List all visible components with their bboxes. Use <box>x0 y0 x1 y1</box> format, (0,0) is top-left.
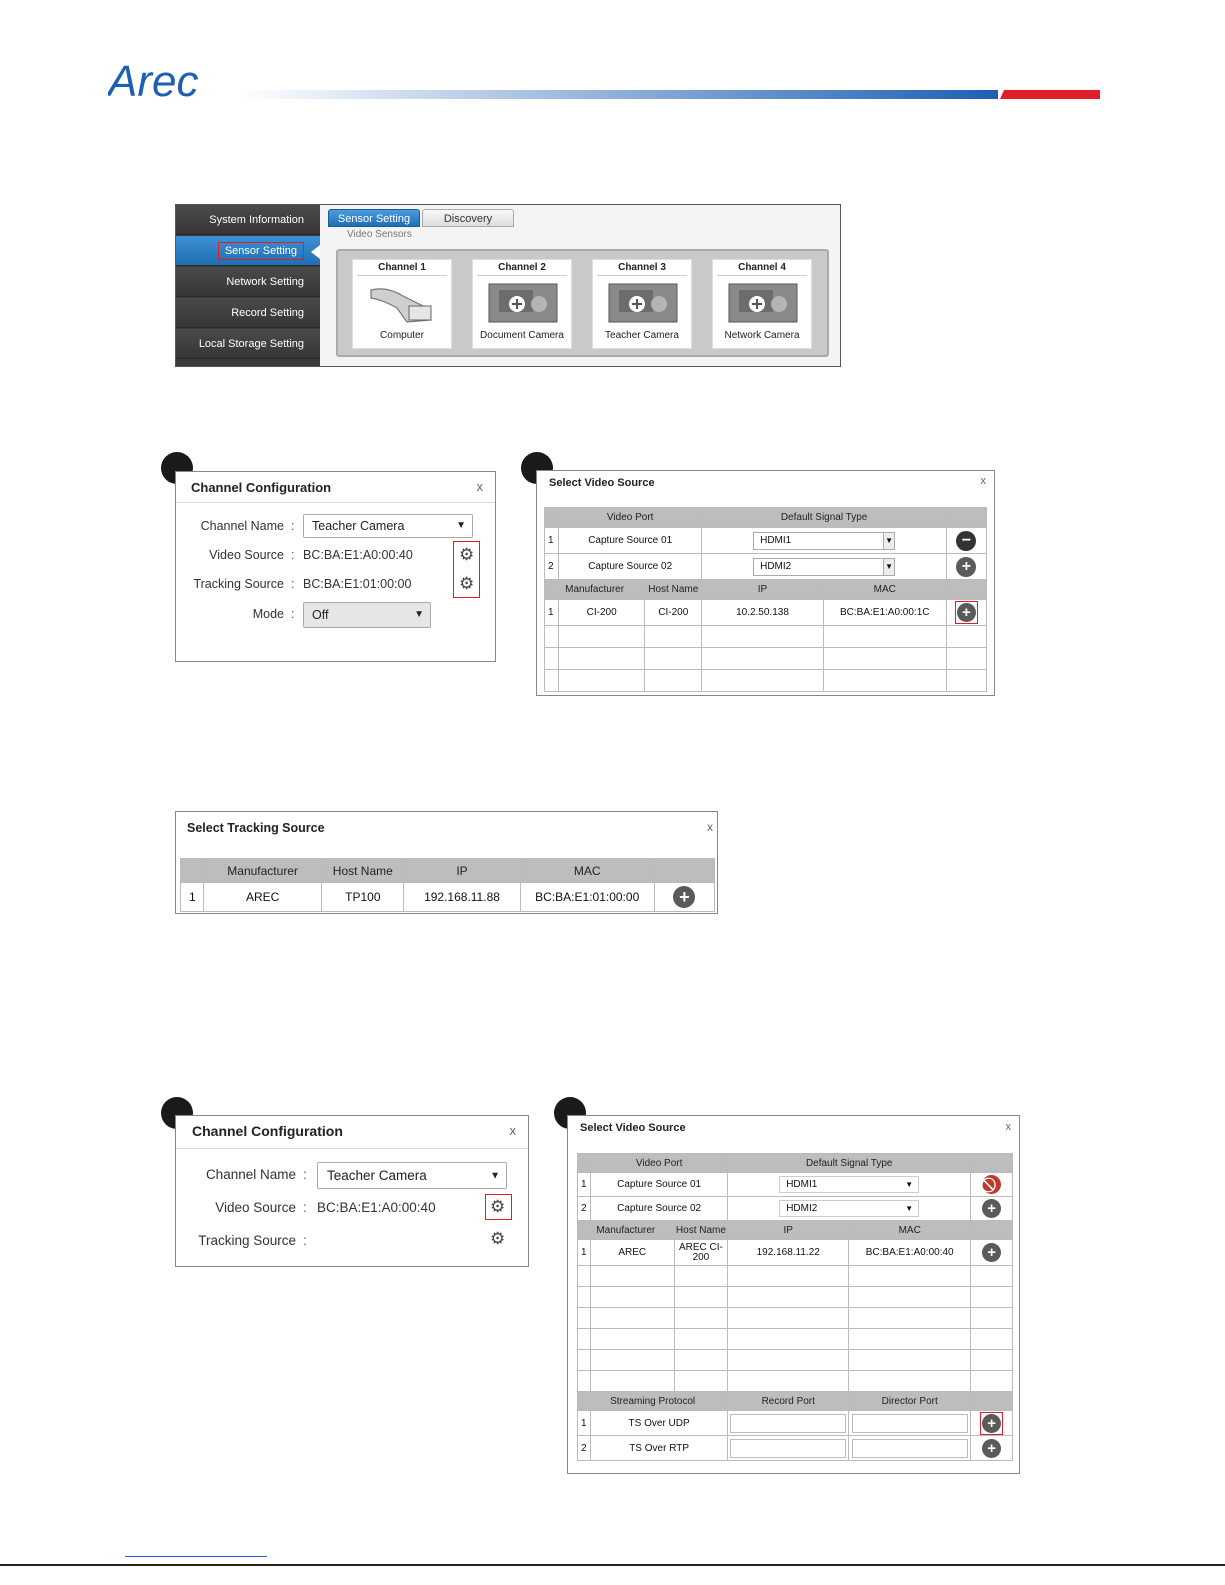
channel-label: Network Camera <box>724 330 800 341</box>
header-host-name: Host Name <box>322 859 404 883</box>
table-row <box>545 528 987 554</box>
add-icon[interactable]: + <box>673 886 695 908</box>
video-source-gear-icon[interactable]: ⚙ <box>459 545 475 564</box>
manufacturer-cell: AREC <box>590 1240 674 1266</box>
table-row <box>578 1436 1013 1461</box>
header-index <box>578 1154 591 1173</box>
dialog-title: Channel Configuration <box>191 480 332 495</box>
close-button[interactable]: x <box>980 475 986 487</box>
add-icon[interactable]: + <box>982 1414 1001 1433</box>
close-button[interactable]: x <box>509 1123 516 1138</box>
colon: : <box>291 548 295 562</box>
channel-name-label: Channel Name <box>205 1167 296 1182</box>
mode-select[interactable]: Off ▼ <box>303 602 431 628</box>
mac-cell: BC:BA:E1:A0:00:40 <box>849 1240 971 1266</box>
tracking-source-gear-icon[interactable]: ⚙ <box>459 574 475 593</box>
video-sensors-group <box>336 249 829 357</box>
header-action <box>654 859 714 883</box>
colon: : <box>291 577 295 591</box>
header-action <box>946 508 986 528</box>
channel-title: Channel 1 <box>378 262 426 273</box>
video-source-label: Video Source <box>215 1200 296 1215</box>
channel-configuration-dialog <box>175 1115 529 1267</box>
header-mac: MAC <box>823 580 946 600</box>
highlight-box <box>955 601 978 624</box>
tracking-source-gear-icon[interactable]: ⚙ <box>490 1229 506 1248</box>
tracking-source-label: Tracking Source <box>193 577 284 591</box>
header-mac: MAC <box>849 1221 971 1240</box>
add-camera-icon <box>487 282 559 324</box>
header-action <box>971 1392 1013 1411</box>
tracking-source-value: BC:BA:E1:01:00:00 <box>303 577 412 591</box>
row-index: 1 <box>578 1411 591 1436</box>
ip-cell: 192.168.11.88 <box>404 883 520 912</box>
director-port-input[interactable] <box>852 1414 968 1433</box>
table-row <box>578 1173 1013 1197</box>
host-name-cell: CI-200 <box>645 600 702 626</box>
add-camera-icon <box>727 282 799 324</box>
video-source-gear-icon[interactable]: ⚙ <box>490 1197 506 1216</box>
manufacturer-cell: CI-200 <box>559 600 645 626</box>
caret-down-icon: ▼ <box>414 609 424 620</box>
footer-rule <box>0 1564 1225 1566</box>
colon: : <box>303 1200 307 1215</box>
row-index: 2 <box>545 554 559 580</box>
channel-3-card[interactable] <box>592 259 692 349</box>
header-streaming-protocol: Streaming Protocol <box>578 1392 728 1411</box>
header-gradient-bar <box>240 90 1100 99</box>
sidebar-item-system-information[interactable]: System Information <box>176 205 320 235</box>
remove-icon[interactable]: − <box>956 531 976 551</box>
row-index: 1 <box>578 1173 591 1197</box>
video-port-name: Capture Source 02 <box>559 554 702 580</box>
table-row <box>181 883 715 912</box>
channel-name-select[interactable]: Teacher Camera ▼ <box>303 514 473 538</box>
streaming-protocol-cell: TS Over RTP <box>590 1436 727 1461</box>
sidebar-item-local-storage-setting[interactable]: Local Storage Setting <box>176 329 320 359</box>
dialog-title: Select Video Source <box>580 1122 686 1134</box>
manufacturer-cell: AREC <box>204 883 322 912</box>
header-action <box>946 580 986 600</box>
header-video-port: Video Port <box>559 508 702 528</box>
table-row <box>545 600 987 626</box>
video-source-value: BC:BA:E1:A0:00:40 <box>303 548 413 562</box>
header-record-port: Record Port <box>728 1392 849 1411</box>
tab-sensor-setting[interactable]: Sensor Setting <box>328 209 420 227</box>
record-port-input[interactable] <box>730 1439 846 1458</box>
host-name-cell: AREC CI-200 <box>674 1240 728 1266</box>
header-index <box>545 508 559 528</box>
signal-type-select[interactable]: HDMI2 ▼ <box>779 1200 919 1217</box>
ip-cell: 10.2.50.138 <box>702 600 823 626</box>
channel-label: Document Camera <box>480 330 564 341</box>
close-button[interactable]: x <box>707 820 713 834</box>
add-camera-icon <box>607 282 679 324</box>
header-manufacturer: Manufacturer <box>545 580 645 600</box>
header-director-port: Director Port <box>849 1392 971 1411</box>
header-ip: IP <box>702 580 823 600</box>
video-sensors-label: Video Sensors <box>344 229 415 240</box>
channel-1-card[interactable] <box>352 259 452 349</box>
table-row <box>578 1411 1013 1436</box>
video-port-name: Capture Source 02 <box>590 1197 727 1221</box>
ip-cell: 192.168.11.22 <box>728 1240 849 1266</box>
channel-title: Channel 4 <box>738 262 786 273</box>
channel-title: Channel 3 <box>618 262 666 273</box>
row-index: 1 <box>578 1240 591 1266</box>
channel-label: Teacher Camera <box>605 330 679 341</box>
dialog-title: Select Video Source <box>549 477 655 489</box>
row-index: 1 <box>545 600 559 626</box>
add-icon[interactable]: + <box>982 1439 1001 1458</box>
video-source-value: BC:BA:E1:A0:00:40 <box>317 1200 436 1215</box>
channel-name-label: Channel Name <box>200 519 284 533</box>
mac-cell: BC:BA:E1:A0:00:1C <box>823 600 946 626</box>
caret-down-icon: ▼ <box>490 1170 500 1181</box>
video-port-name: Capture Source 01 <box>590 1173 727 1197</box>
close-button[interactable]: x <box>1005 1121 1011 1133</box>
colon: : <box>303 1167 307 1182</box>
table-row <box>578 1240 1013 1266</box>
add-icon[interactable]: + <box>957 603 976 622</box>
host-name-cell: TP100 <box>322 883 404 912</box>
channel-title: Channel 2 <box>498 262 546 273</box>
close-button[interactable]: x <box>476 479 483 494</box>
svg-text:Arec: Arec <box>108 62 199 102</box>
row-index: 2 <box>578 1197 591 1221</box>
caret-down-icon: ▼ <box>883 559 894 575</box>
streaming-protocol-cell: TS Over UDP <box>590 1411 727 1436</box>
caret-down-icon: ▼ <box>905 1204 914 1213</box>
channel-4-card[interactable] <box>712 259 812 349</box>
tab-discovery[interactable]: Discovery <box>422 209 514 227</box>
dialog-title: Select Tracking Source <box>187 821 325 835</box>
add-icon[interactable]: + <box>982 1199 1001 1218</box>
caret-down-icon: ▼ <box>905 1180 914 1189</box>
tracking-source-label: Tracking Source <box>198 1233 296 1248</box>
header-default-signal-type: Default Signal Type <box>702 508 947 528</box>
highlight-box <box>980 1412 1003 1435</box>
disabled-icon[interactable] <box>982 1175 1001 1194</box>
header-default-signal-type: Default Signal Type <box>728 1154 971 1173</box>
footer-link-underline[interactable] <box>125 1556 267 1557</box>
sidebar-item-network-setting[interactable]: Network Setting <box>176 267 320 297</box>
header-ip: IP <box>404 859 520 883</box>
signal-type-select[interactable]: HDMI1 ▼ <box>753 532 895 550</box>
signal-type-select[interactable]: HDMI1 ▼ <box>779 1176 919 1193</box>
channel-label: Computer <box>380 330 424 341</box>
dialog-title: Channel Configuration <box>192 1123 343 1139</box>
video-port-name: Capture Source 01 <box>559 528 702 554</box>
active-arrow-icon <box>311 245 320 259</box>
signal-type-select[interactable]: HDMI2 ▼ <box>753 558 895 576</box>
settings-sidebar <box>176 205 320 366</box>
caret-down-icon: ▼ <box>883 533 894 549</box>
row-index: 2 <box>578 1436 591 1461</box>
colon: : <box>303 1233 307 1248</box>
channel-name-select[interactable]: Teacher Camera ▼ <box>317 1162 507 1189</box>
sensor-setting-panel <box>175 204 841 367</box>
select-video-source-dialog <box>567 1115 1020 1474</box>
video-port-table <box>577 1153 1013 1461</box>
colon: : <box>291 519 295 533</box>
channel-configuration-dialog <box>175 471 496 662</box>
mode-label: Mode <box>252 607 284 621</box>
select-video-source-dialog <box>536 470 995 696</box>
sidebar-item-record-setting[interactable]: Record Setting <box>176 298 320 328</box>
header-manufacturer: Manufacturer <box>204 859 322 883</box>
video-source-label: Video Source <box>209 548 284 562</box>
colon: : <box>291 607 295 621</box>
table-row <box>578 1197 1013 1221</box>
director-port-input[interactable] <box>852 1439 968 1458</box>
row-index: 1 <box>545 528 559 554</box>
channel-2-card[interactable] <box>472 259 572 349</box>
add-icon[interactable]: + <box>982 1243 1001 1262</box>
tracking-source-table <box>180 858 715 912</box>
header-ip: IP <box>728 1221 849 1240</box>
arec-logo <box>108 62 232 102</box>
sidebar-item-sensor-setting[interactable]: Sensor Setting <box>176 236 320 266</box>
select-tracking-source-dialog <box>175 811 718 914</box>
header-host-name: Host Name <box>645 580 702 600</box>
video-port-table <box>544 507 987 692</box>
mac-cell: BC:BA:E1:01:00:00 <box>520 883 654 912</box>
header-host-name: Host Name <box>674 1221 728 1240</box>
header-manufacturer: Manufacturer <box>578 1221 675 1240</box>
header-action <box>971 1221 1013 1240</box>
header-index <box>181 859 204 883</box>
header-video-port: Video Port <box>590 1154 727 1173</box>
row-index: 1 <box>181 883 204 912</box>
header-action <box>971 1154 1013 1173</box>
header-mac: MAC <box>520 859 654 883</box>
caret-down-icon: ▼ <box>456 520 466 531</box>
usb-cable-icon <box>367 282 439 324</box>
table-row <box>545 554 987 580</box>
add-icon[interactable]: + <box>956 557 976 577</box>
record-port-input[interactable] <box>730 1414 846 1433</box>
